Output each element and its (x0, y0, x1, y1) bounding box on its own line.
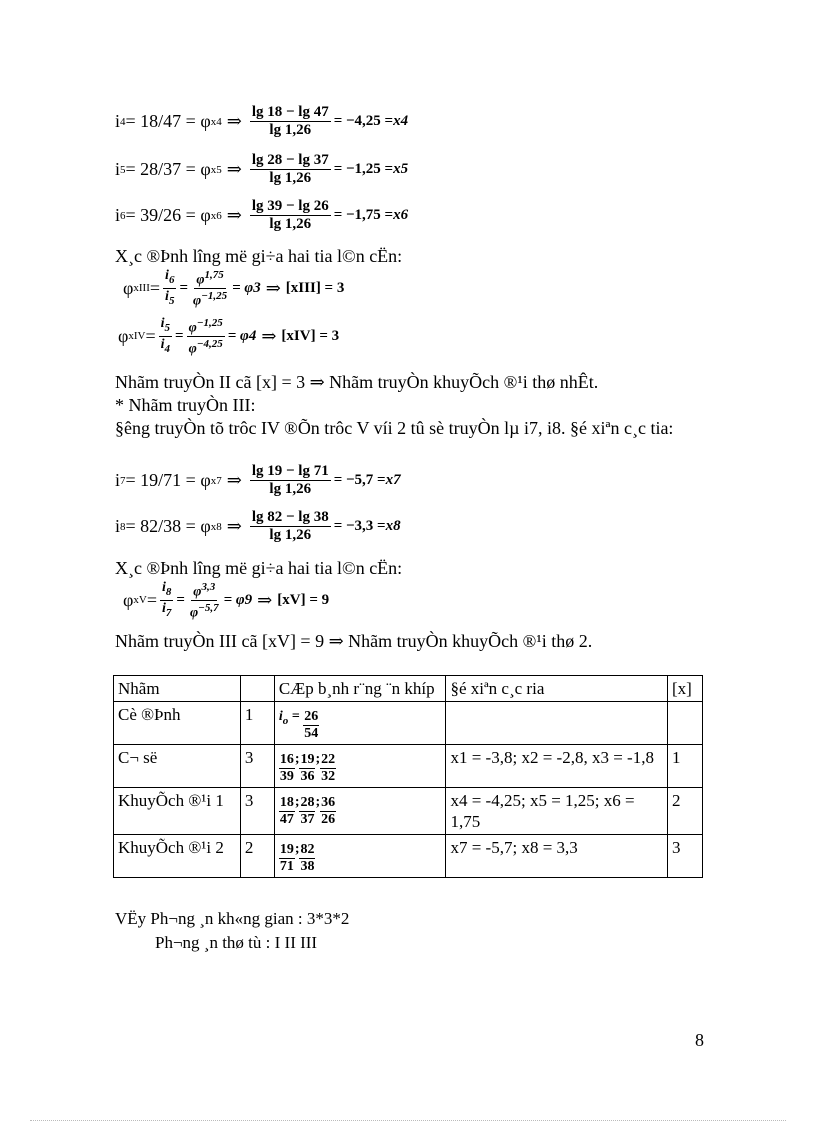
group-name-cell: KhuyÕch ®¹i 1 (114, 788, 241, 835)
count-cell: 1 (240, 702, 274, 745)
i-ratio-fraction: $\frac{i_6}{i_5}$ (165, 268, 175, 307)
page-number: 8 (695, 1030, 704, 1050)
count-cell: 3 (240, 745, 274, 788)
i-ratio-fraction: $\frac{i_8}{i_7}$ (162, 580, 172, 619)
phi-ratio-fraction: $\frac{\varphi^{-1,25}}{\varphi^{-4,25}}$ (188, 317, 223, 357)
slope-cell: x4 = -4,25; x5 = 1,25; x6 = 1,75 (446, 788, 668, 835)
equation-phi-xIII: φ xIII = $\frac{i_6}{i_5}$ = $\frac{\varphi^{1,75}}{\varphi^{-1,25}}$ = φ 3 ⇒ [x III ] = 3 (123, 268, 345, 309)
text-xac-dinh-1: X¸c ®Þnh lîng më gi÷a hai tia l©n cËn: (115, 246, 403, 266)
text-nhom-2: Nhãm truyÒn II cã [x] = 3 ⇒ Nhãm truyÒn khuyÕch ®¹i thø nhÊt. (115, 372, 599, 392)
count-cell: 3 (240, 788, 274, 835)
log-fraction: $\frac{\lg 19 - \lg 71}{\lg 1,26}$ (251, 463, 329, 497)
table-header-row (114, 676, 703, 702)
implies-symbol: ⇒ (261, 325, 277, 346)
table-row (114, 745, 703, 788)
equation-phi-xIV: φ xIV = $\frac{i_5}{i_4}$ = $\frac{\varphi^{-1,25}}{\varphi^{-4,25}}$ = φ 4 ⇒ [x IV ] = 3 (118, 316, 340, 357)
x-cell: 3 (668, 835, 703, 878)
gear-pairs-cell: $\frac{18}{47}$ ; $\frac{28}{37}$ ; $\frac{36}{26}$ (274, 788, 446, 835)
text-nhom-3: Nhãm truyÒn III cã [xV] = 9 ⇒ Nhãm truyÒn khuyÕch ®¹i thø 2. (115, 631, 593, 651)
implies-symbol: ⇒ (226, 470, 242, 490)
gear-pairs-cell: $\frac{19}{71}$ ; $\frac{82}{38}$ (274, 835, 446, 878)
group-name-cell: KhuyÕch ®¹i 2 (114, 835, 241, 878)
equation-i5: i 5 = 28/37 = φ x5 ⇒ $\frac{\lg 28 - \lg 37}{\lg 1,26}$ = −1,25 = x 5 (115, 152, 409, 186)
gear-groups-table (113, 675, 703, 878)
text-duong-truyen: §êng truyÒn tõ trôc IV ®Õn trôc V víi 2 tû sè truyÒn lµ i7, i8. §é xiªn c¸c tia: (115, 418, 674, 438)
phi-ratio-fraction: $\frac{\varphi^{3,3}}{\varphi^{-5,7}}$ (189, 581, 219, 621)
implies-symbol: ⇒ (226, 205, 242, 225)
table-row (114, 788, 703, 835)
group-name-cell: C¬ së (114, 745, 241, 788)
implies-symbol: ⇒ (226, 159, 242, 179)
gear-pairs-cell: $i_o$ = $\frac{26}{54}$ (274, 702, 446, 745)
table-row (114, 702, 703, 745)
group-name-cell: Cè ®Þnh (114, 702, 241, 745)
slope-cell: x7 = -5,7; x8 = 3,3 (446, 835, 668, 878)
table-header-cell: Nhãm (114, 676, 241, 702)
log-fraction: $\frac{\lg 39 - \lg 26}{\lg 1,26}$ (251, 198, 329, 232)
log-fraction: $\frac{\lg 28 - \lg 37}{\lg 1,26}$ (251, 152, 329, 186)
table-row (114, 835, 703, 878)
table-header-cell: [x] (668, 676, 703, 702)
text-nhom-3-heading: * Nhãm truyÒn III: (115, 395, 256, 415)
text-phuong-an-khong-gian: VËy Ph¬ng ¸n kh«ng gian : 3*3*2 (115, 909, 350, 928)
x-cell: 1 (668, 745, 703, 788)
count-cell: 2 (240, 835, 274, 878)
table-header-cell (240, 676, 274, 702)
footer-divider (30, 1120, 786, 1121)
log-fraction: $\frac{\lg 82 - \lg 38}{\lg 1,26}$ (251, 509, 329, 543)
text-xac-dinh-2: X¸c ®Þnh lîng më gi÷a hai tia l©n cËn: (115, 558, 403, 578)
implies-symbol: ⇒ (226, 516, 242, 536)
implies-symbol: ⇒ (257, 589, 273, 610)
equation-i7: i 7 = 19/71 = φ x7 ⇒ $\frac{\lg 19 - \lg 71}{\lg 1,26}$ = −5,7 = x 7 (115, 463, 401, 497)
equation-i8: i 8 = 82/38 = φ x8 ⇒ $\frac{\lg 82 - \lg 38}{\lg 1,26}$ = −3,3 = x 8 (115, 509, 401, 543)
equation-i6: i 6 = 39/26 = φ x6 ⇒ $\frac{\lg 39 - \lg 26}{\lg 1,26}$ = −1,75 = x 6 (115, 198, 409, 232)
implies-symbol: ⇒ (226, 111, 242, 131)
implies-symbol: ⇒ (265, 277, 281, 298)
table-header-cell: CÆp b¸nh r¨ng ¨n khíp (274, 676, 446, 702)
equation-i4: i 4 = 18/47 = φ x4 ⇒ $\frac{\lg 18 - \lg 47}{\lg 1,26}$ = −4,25 = x 4 (115, 104, 409, 138)
i-ratio-fraction: $\frac{i_5}{i_4}$ (160, 316, 171, 355)
text-phuong-an-thu-tu: Ph¬ng ¸n thø tù : I II III (155, 933, 318, 952)
table-header-cell: §é xiªn c¸c ria (446, 676, 668, 702)
equation-phi-xV: φ xV = $\frac{i_8}{i_7}$ = $\frac{\varphi^{3,3}}{\varphi^{-5,7}}$ = φ 9 ⇒ [x V ] = 9 (123, 580, 330, 621)
gear-pairs-cell: $\frac{16}{39}$ ; $\frac{19}{36}$ ; $\frac{22}{32}$ (274, 745, 446, 788)
slope-cell (446, 702, 668, 745)
x-cell (668, 702, 703, 745)
x-cell: 2 (668, 788, 703, 835)
log-fraction: $\frac{\lg 18 - \lg 47}{\lg 1,26}$ (251, 104, 329, 138)
phi-ratio-fraction: $\frac{\varphi^{1,75}}{\varphi^{-1,25}}$ (193, 269, 228, 309)
slope-cell: x1 = -3,8; x2 = -2,8, x3 = -1,8 (446, 745, 668, 788)
